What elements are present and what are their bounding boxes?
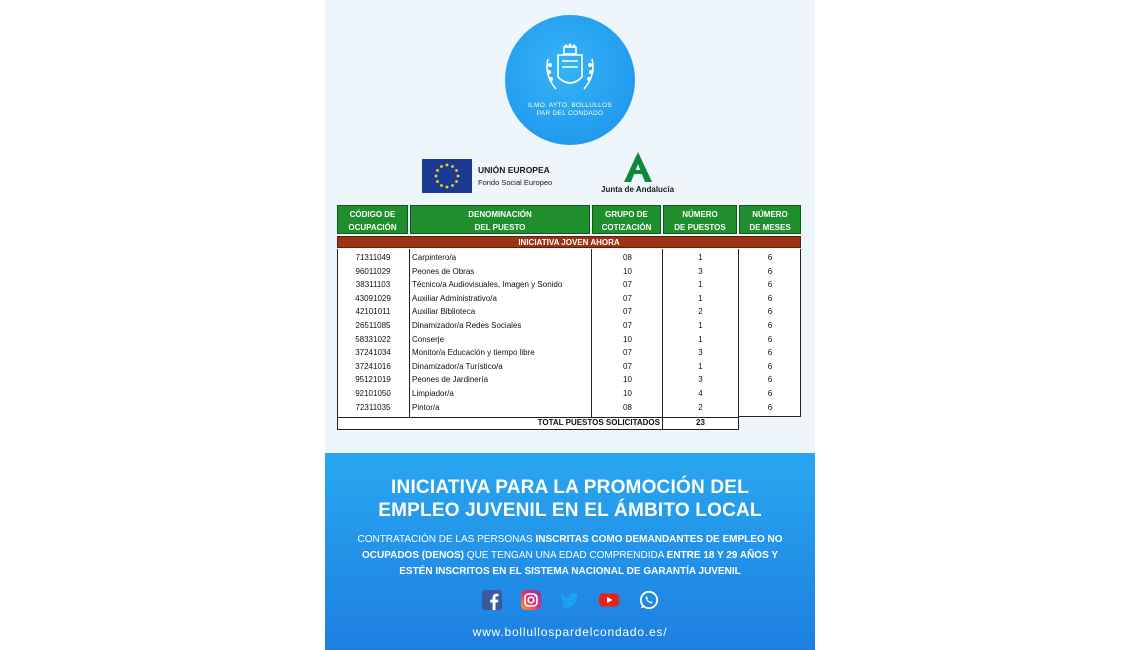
cell-name: Auxiliar Biblioteca (412, 307, 476, 317)
table-row (337, 360, 801, 374)
cell-grupo: 07 (623, 361, 632, 371)
cell-code: 58331022 (355, 334, 391, 344)
table-row (337, 401, 801, 415)
cell-code: 38311103 (355, 280, 391, 290)
info-banner (325, 453, 815, 650)
cell-code: 95121019 (355, 375, 391, 385)
cell-meses: 6 (767, 375, 773, 385)
cell-puestos: 1 (698, 293, 703, 303)
cell-puestos: 3 (698, 348, 703, 358)
cell-puestos: 3 (698, 375, 703, 385)
cell-grupo: 07 (623, 348, 632, 358)
table-row (337, 265, 801, 279)
cell-grupo: 07 (623, 321, 632, 330)
cell-name: Auxiliar Administrativo/a (412, 293, 497, 303)
cell-puestos: 1 (698, 280, 703, 290)
total-value: 23 (696, 418, 705, 427)
header-denominacion: DENOMINACIÓN DEL PUESTO (410, 205, 590, 234)
table-row (337, 278, 801, 292)
cell-name: Conserje (412, 334, 445, 344)
cell-name: Dinamizador/a Redes Sociales (412, 321, 522, 330)
cell-grupo: 07 (623, 280, 632, 290)
eu-title: UNIÓN EUROPEA (478, 165, 550, 175)
cell-grupo: 10 (623, 389, 632, 398)
table-row (337, 319, 801, 333)
twitter-icon[interactable] (560, 590, 580, 610)
coat-of-arms-icon (542, 41, 598, 99)
cell-name: Pintor/a (412, 402, 440, 412)
whatsapp-icon[interactable] (639, 590, 659, 610)
cell-code: 43091029 (355, 293, 391, 303)
cell-meses: 6 (767, 307, 773, 317)
logo-text-line1: ILMO. AYTO. BOLLULLOS (527, 102, 613, 109)
website-link[interactable]: www.bollullospardelcondado.es/ (472, 625, 668, 639)
cell-code: 37241034 (355, 348, 391, 358)
cell-meses: 6 (767, 402, 773, 412)
junta-andalucia-icon (621, 150, 655, 184)
table-row (337, 373, 801, 387)
cell-grupo: 07 (623, 293, 632, 303)
cell-meses: 6 (767, 293, 773, 303)
cell-name: Carpintero/a (412, 253, 457, 262)
cell-grupo: 10 (623, 375, 632, 385)
cell-puestos: 2 (698, 402, 703, 412)
cell-meses: 6 (767, 266, 773, 276)
cell-puestos: 1 (698, 253, 703, 262)
cell-meses: 6 (767, 321, 773, 330)
cell-meses: 6 (767, 280, 773, 290)
cell-name: Dinamizador/a Turístico/a (412, 361, 503, 371)
headline-line1: INICIATIVA PARA LA PROMOCIÓN DEL (391, 477, 749, 498)
table-row (337, 387, 801, 401)
cell-grupo: 10 (623, 334, 632, 344)
cell-name: Peones de Obras (412, 266, 475, 276)
cell-puestos: 2 (698, 307, 703, 317)
cell-code: 71311049 (355, 253, 391, 262)
eu-flag-icon (422, 159, 472, 193)
cell-meses: 6 (767, 253, 773, 262)
cell-name: Limpiador/a (412, 389, 454, 398)
header-puestos: NÚMERO DE PUESTOS (663, 205, 737, 234)
cell-puestos: 1 (698, 334, 703, 344)
cell-grupo: 10 (623, 266, 632, 276)
header-meses: NÚMERO DE MESES (739, 205, 801, 234)
cell-meses: 6 (767, 361, 773, 371)
header-grupo: GRUPO DE COTIZACIÓN (592, 205, 661, 234)
table-row (337, 346, 801, 360)
description-line2: OCUPADOS (DENOS) QUE TENGAN UNA EDAD COMPRENDIDA ENTRE 18 Y 29 AÑOS Y (361, 550, 779, 561)
table-row (337, 251, 801, 265)
cell-puestos: 3 (698, 266, 703, 276)
facebook-icon[interactable] (482, 590, 502, 610)
section-title: INICIATIVA JOVEN AHORA (337, 236, 801, 248)
table-row (337, 305, 801, 319)
junta-text: Junta de Andalucía (601, 185, 675, 194)
total-label: TOTAL PUESTOS SOLICITADOS (537, 418, 660, 427)
logo-text-line2: PAR DEL CONDADO (536, 110, 604, 117)
header-codigo: CÓDIGO DE OCUPACIÓN (337, 205, 408, 234)
cell-meses: 6 (767, 348, 773, 358)
cell-name: Peones de Jardinería (412, 375, 489, 385)
municipal-logo (505, 15, 635, 145)
cell-name: Monitor/a Educación y tiempo libre (412, 348, 535, 358)
cell-code: 96011029 (355, 266, 391, 276)
instagram-icon[interactable] (521, 590, 541, 610)
poster (325, 0, 815, 650)
eu-subtitle: Fondo Social Europeo (478, 178, 553, 187)
youtube-icon[interactable] (599, 590, 619, 610)
headline-line2: EMPLEO JUVENIL EN EL ÁMBITO LOCAL (378, 500, 762, 521)
cell-code: 92101050 (355, 389, 391, 398)
table-row (337, 333, 801, 347)
cell-code: 72311035 (355, 402, 391, 412)
description-line1: CONTRATACIÓN DE LAS PERSONAS INSCRITAS COMO DEMANDANTES DE EMPLEO NO (357, 534, 783, 545)
table-row (337, 292, 801, 306)
cell-code: 42101011 (355, 307, 391, 317)
cell-grupo: 08 (623, 253, 632, 262)
cell-grupo: 08 (623, 402, 632, 412)
cell-meses: 6 (767, 389, 773, 398)
cell-code: 26511085 (355, 321, 391, 330)
description-line3: ESTÉN INSCRITOS EN EL SISTEMA NACIONAL DE GARANTÍA JUVENIL (399, 566, 741, 577)
cell-code: 37241016 (355, 361, 391, 371)
cell-name: Técnico/a Audiovisuales, Imagen y Sonido (412, 280, 563, 290)
cell-puestos: 1 (698, 321, 703, 330)
cell-grupo: 07 (623, 307, 632, 317)
cell-puestos: 1 (698, 361, 703, 371)
cell-meses: 6 (767, 334, 773, 344)
cell-puestos: 4 (698, 389, 703, 398)
